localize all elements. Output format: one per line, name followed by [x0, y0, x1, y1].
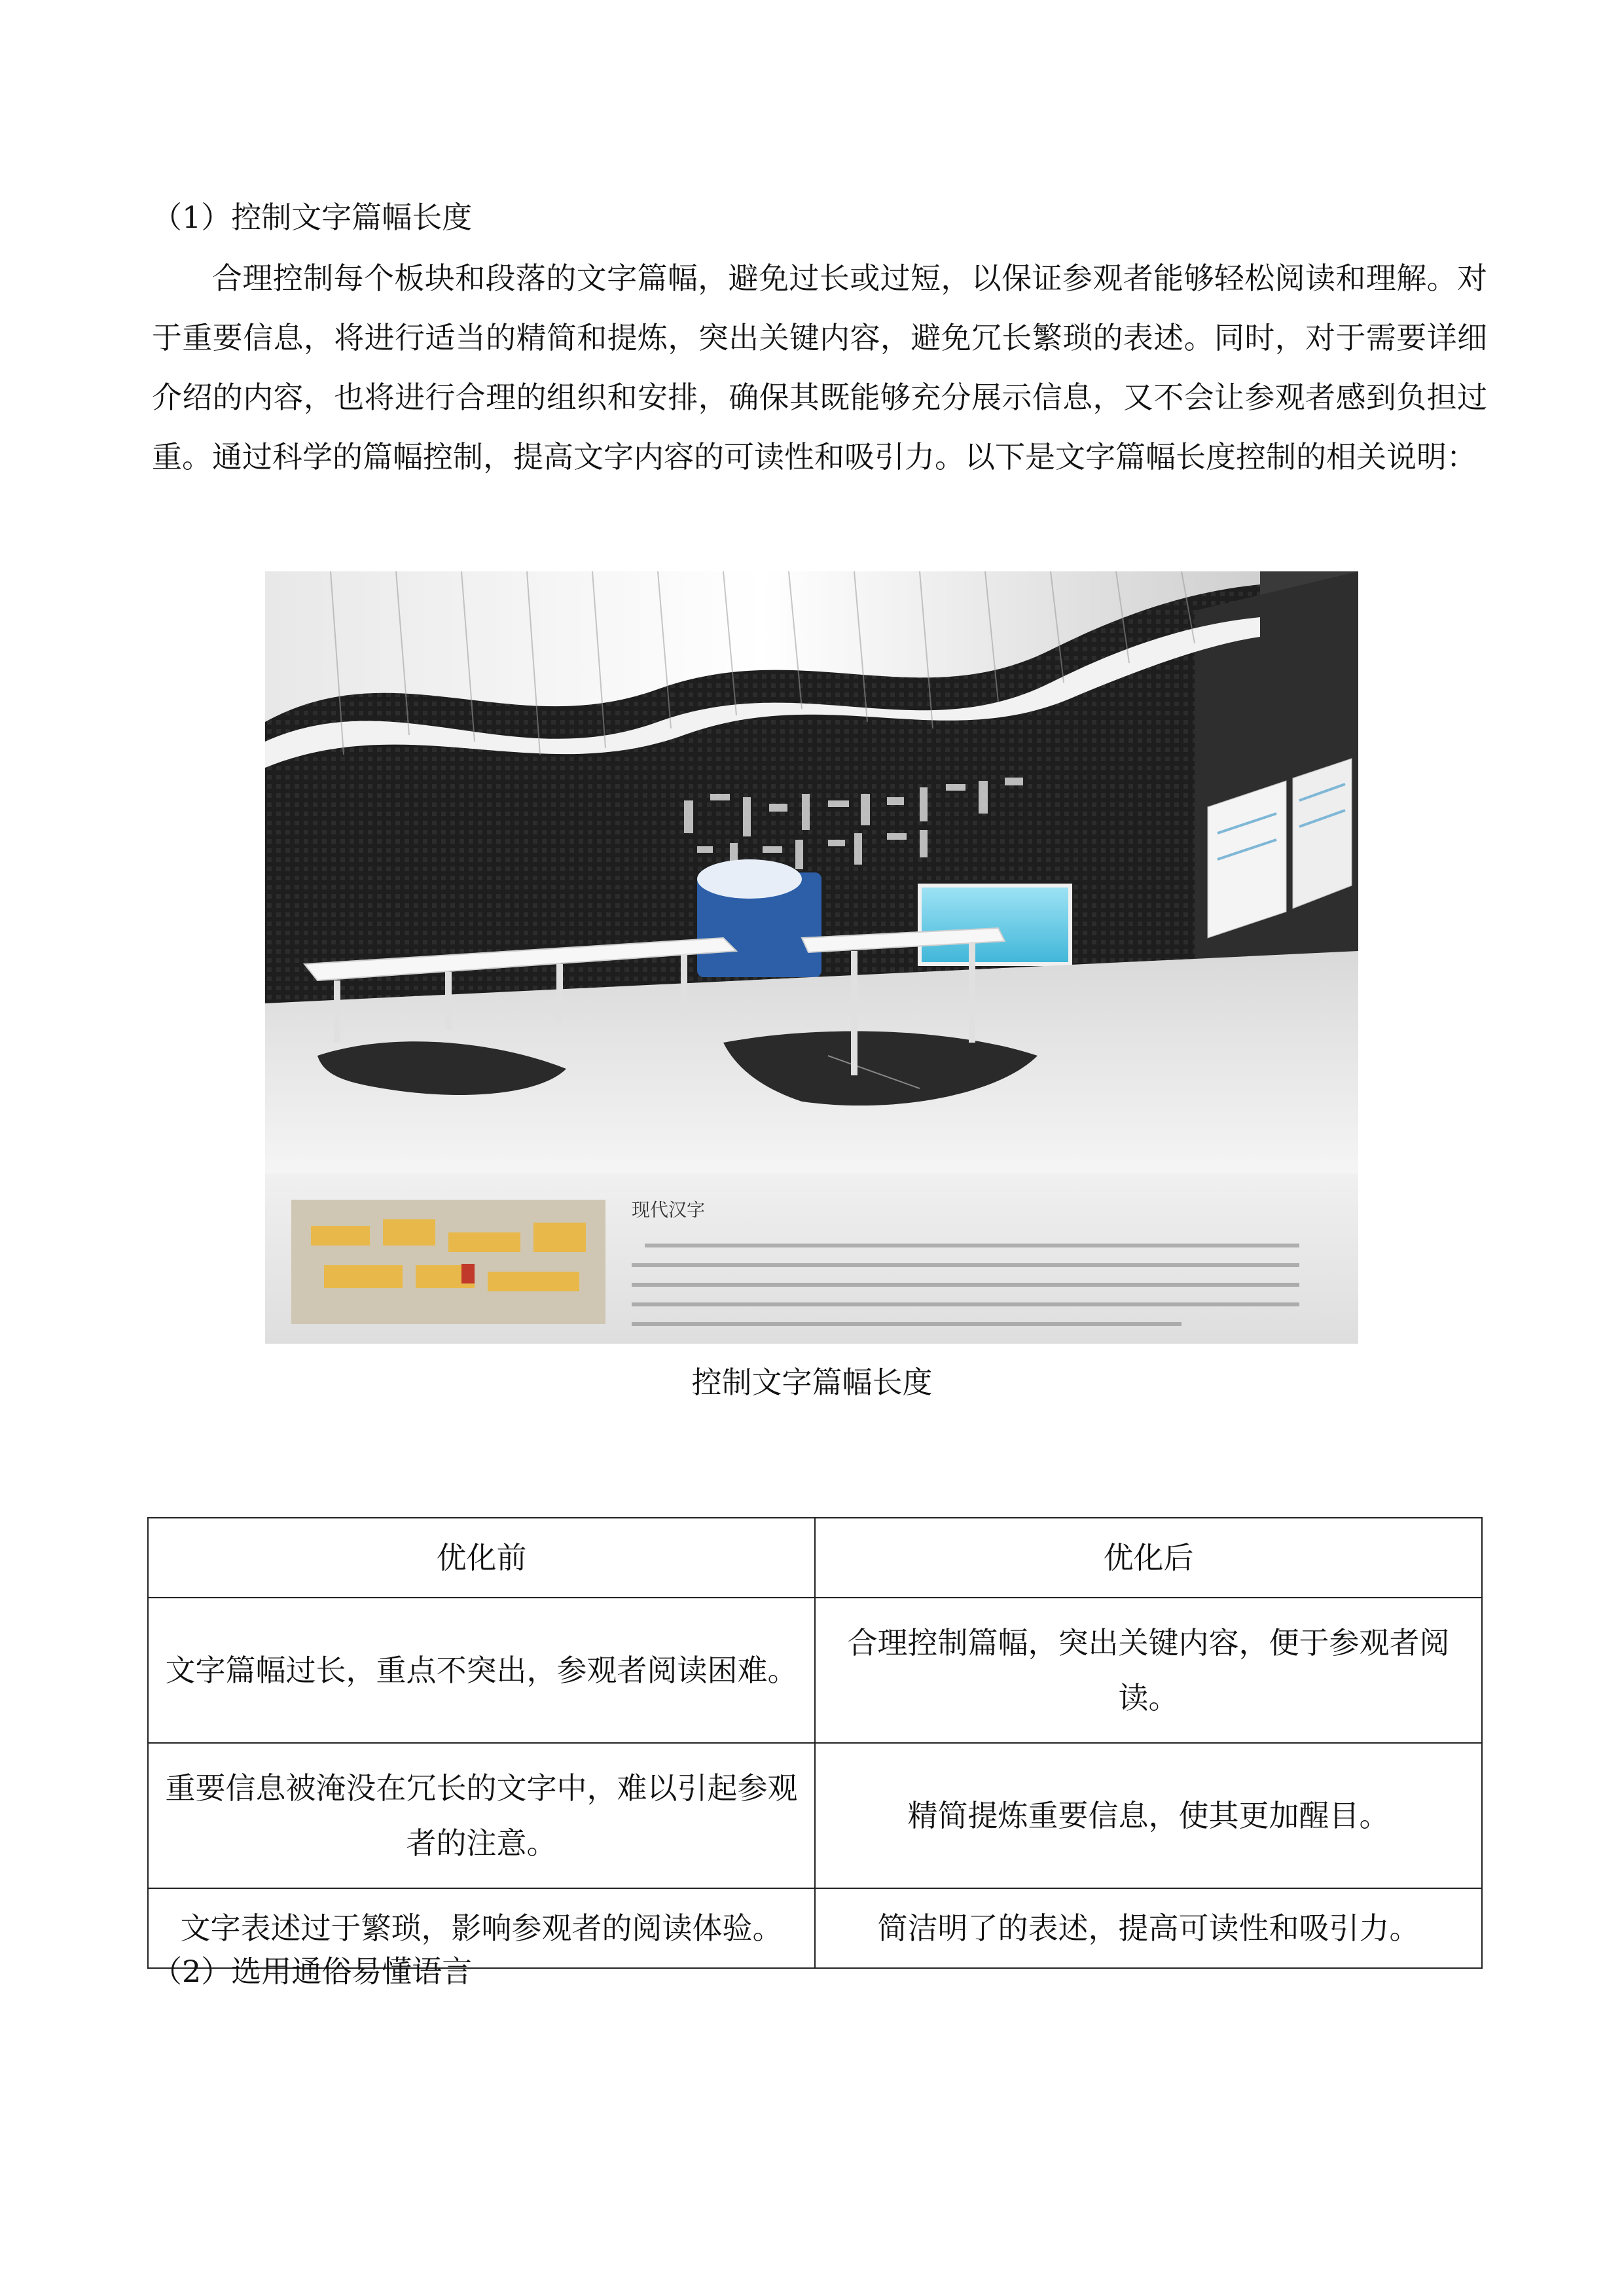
- table-row: [148, 1743, 1482, 1888]
- table-cell-after: 合理控制篇幅，突出关键内容，便于参观者阅读。: [815, 1598, 1482, 1743]
- section-heading-2: （2）选用通俗易懂语言: [152, 1954, 473, 1989]
- table-row: [148, 1598, 1482, 1743]
- table-header-after: 优化后: [815, 1518, 1482, 1598]
- exhibition-hall-rendering: [265, 571, 1358, 1344]
- table-header-before: 优化前: [148, 1518, 815, 1598]
- table-cell-before: 重要信息被淹没在冗长的文字中，难以引起参观者的注意。: [148, 1743, 815, 1888]
- section-paragraph-1: 合理控制每个板块和段落的文字篇幅，避免过长或过短，以保证参观者能够轻松阅读和理解。对于重要信息，将进行适当的精简和提炼，突出关键内容，避免冗长繁琐的表述。同时，对于需要详细介绍的内容，也将进行合理的组织和安排，确保其既能够充分展示信息，又不会让参观者感到负担过重。通过科学的篇幅控制，提高文字内容的可读性和吸引力。以下是文字篇幅长度控制的相关说明：: [152, 260, 1487, 475]
- table-cell-before: 文字篇幅过长，重点不突出，参观者阅读困难。: [148, 1598, 815, 1743]
- comparison-table: [147, 1517, 1483, 1969]
- section-heading-1: （1）控制文字篇幅长度: [152, 200, 473, 235]
- panel-title: 现代汉字: [632, 1199, 706, 1221]
- table-cell-after: 简洁明了的表述，提高可读性和吸引力。: [815, 1888, 1482, 1968]
- table-cell-before: 文字表述过于繁琐，影响参观者的阅读体验。: [148, 1888, 815, 1968]
- figure-caption: 控制文字篇幅长度: [691, 1365, 933, 1400]
- table-cell-after: 精简提炼重要信息，使其更加醒目。: [815, 1743, 1482, 1888]
